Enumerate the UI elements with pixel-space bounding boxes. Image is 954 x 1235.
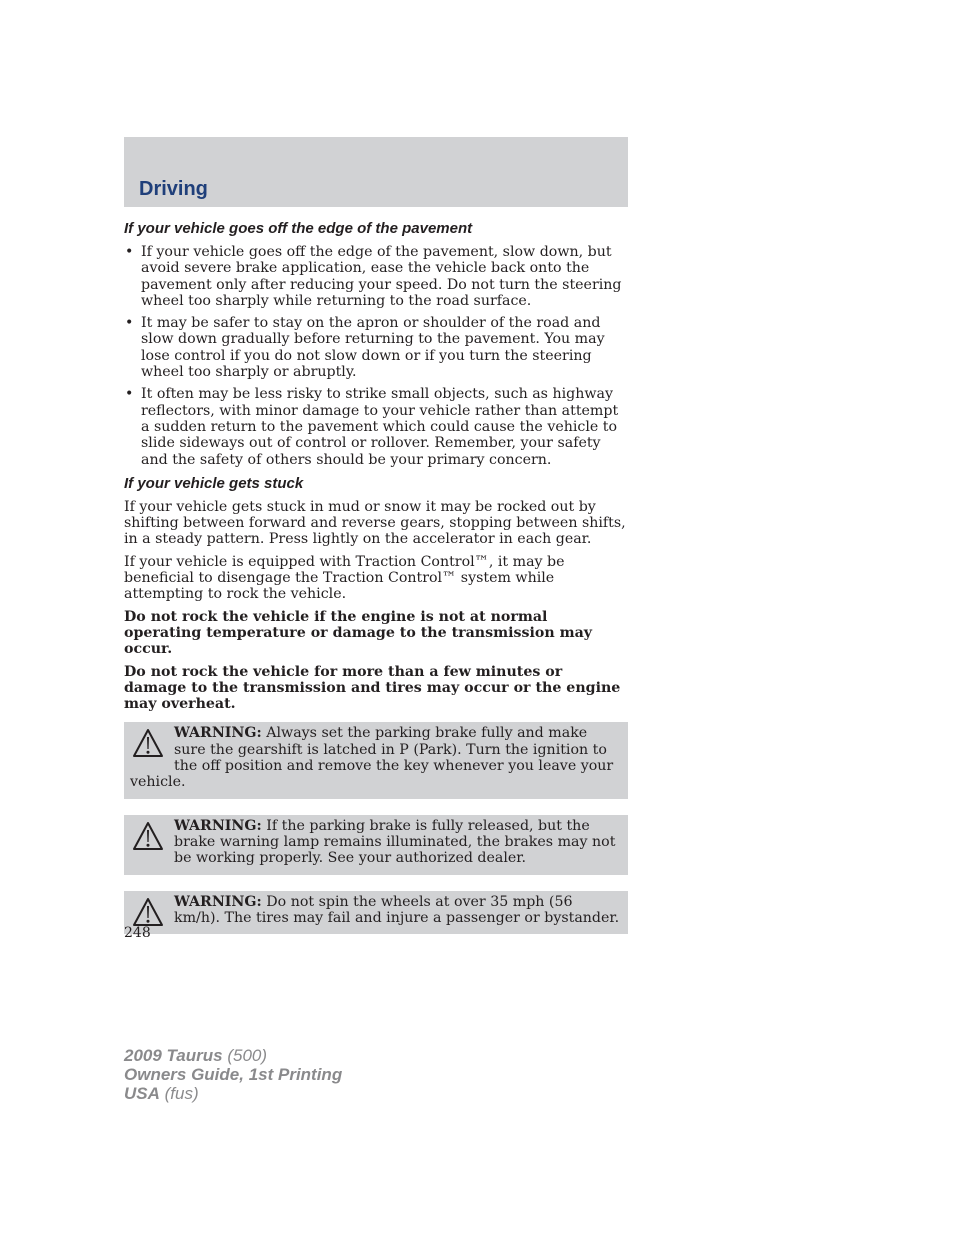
bullet-icon: • [125, 244, 134, 260]
list-item: • It may be safer to stay on the apron or shoulder of the road and slow down gradually before returning to the pavement. You may lose control if you do not slow down or if you turn the steering wheel too sharply or abruptly. [125, 315, 605, 381]
bullet-icon: • [125, 315, 134, 332]
subheading-off-pavement: If your vehicle goes off the edge of the pavement [124, 220, 473, 237]
warning-text: Always set the parking brake fully and make sure the gearshift is latched in P (Park). Turn the ignition to the off position and remove the key whenever you leave your vehicle. [130, 725, 614, 791]
warning-label: WARNING: [174, 817, 262, 834]
warning-triangle-icon [132, 728, 164, 758]
warning-label: WARNING: [174, 725, 262, 742]
section-header-band [124, 137, 628, 207]
document-footer [124, 1046, 342, 1103]
footer-line: 2009 Taurus (500) [124, 1046, 268, 1065]
warning-label: WARNING: [174, 893, 262, 910]
footer-line: USA (fus) [124, 1084, 199, 1103]
off-pavement-list [124, 244, 628, 468]
section-title: Driving [139, 178, 208, 200]
bullet-icon: • [125, 386, 134, 403]
warning-triangle-icon [132, 821, 164, 851]
warning-box [124, 891, 628, 935]
list-item: • It often may be less risky to strike small objects, such as highway reflectors, with minor damage to your vehicle rather than attempt a sudden return to the pavement which could cause the vehicle to slide sideways out of control or rollover. Remember, your safety and the safety of others should be your primary concern. [125, 386, 619, 468]
page-content [124, 219, 628, 934]
paragraph: If your vehicle gets stuck in mud or snow it may be rocked out by shifting between forward and reverse gears, stopping between shifts, in a steady pattern. Press lightly on the accelerator in each gear. [124, 498, 626, 548]
warning-box [124, 815, 628, 875]
warning-text: If the parking brake is fully released, but the brake warning lamp remains illuminated, the brakes may not be working properly. See your authorized dealer. [174, 817, 616, 867]
list-item: • If your vehicle goes off the edge of the pavement, slow down, but avoid severe brake application, ease the vehicle back onto the pavement only after reducing your speed. Do not turn the steering wheel too sharply while returning to the road surface. [125, 244, 622, 309]
caution-paragraph: Do not rock the vehicle for more than a few minutes or damage to the transmission and tires may occur or the engine may overheat. [124, 663, 621, 713]
subheading-stuck: If your vehicle gets stuck [124, 474, 304, 492]
footer-line: Owners Guide, 1st Printing [124, 1065, 343, 1084]
warning-box [124, 722, 628, 798]
warning-triangle-icon [132, 897, 164, 927]
paragraph: If your vehicle is equipped with Traction Control™, it may be beneficial to disengage the Traction Control™ system while attempting to rock the vehicle. [124, 553, 565, 603]
page-number: 248 [124, 925, 151, 941]
warning-text: Do not spin the wheels at over 35 mph (56 km/h). The tires may fail and injure a passenger or bystander. [174, 893, 620, 926]
caution-paragraph: Do not rock the vehicle if the engine is not at normal operating temperature or damage to the transmission may occur. [124, 608, 593, 658]
